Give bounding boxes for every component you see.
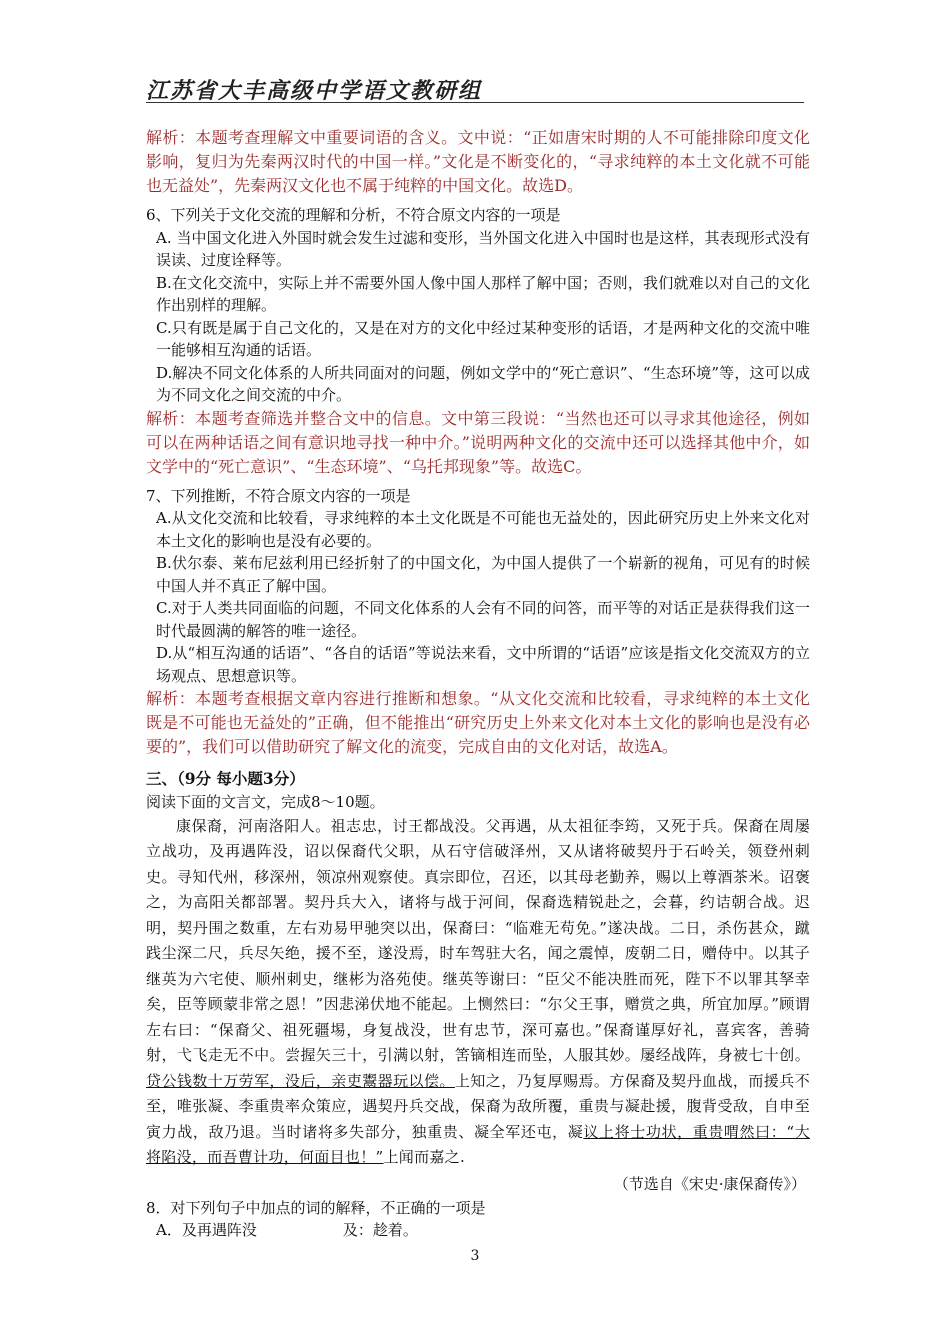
q7-stem: 7、下列推断，不符合原文内容的一项是 xyxy=(146,486,411,505)
q6-option-b: B.在文化交流中，实际上并不需要外国人像中国人那样了解中国；否则，我们就难以对自己的文化作出别样的理解。 xyxy=(156,273,810,314)
header-title: 江苏省大丰高级中学语文教研组 xyxy=(146,78,483,104)
analysis-q7: 解析：本题考查根据文章内容进行推断和想象。“从文化交流和比较看，寻求纯粹的本土文化既是不可能也无益处的”正确，但不能推出“研究历史上外来文化对本土文化的影响也是没有必要的”，我们可以借助研究了解文化的流变，完成自由的文化对话，故选A。 xyxy=(146,689,810,756)
q7-option-a: A.从文化交流和比较看，寻求纯粹的本土文化既是不可能也无益处的，因此研究历史上外来文化对本土文化的影响也是没有必要的。 xyxy=(156,509,810,550)
classical-passage xyxy=(146,814,810,1171)
q6-option-a: A. 当中国文化进入外国时就会发生过滤和变形，当外国文化进入中国时也是这样，其表现形式没有误读、过度诠释等。 xyxy=(156,228,810,269)
section3-intro: 阅读下面的文言文，完成8～10题。 xyxy=(146,793,385,811)
q6-option-c: C.只有既是属于自己文化的，又是在对方的文化中经过某种变形的话语，才是两种文化的交流中唯一能够相互沟通的话语。 xyxy=(156,318,810,359)
q6-option-d: D.解决不同文化体系的人所共同面对的问题，例如文学中的“死亡意识”、“生态环境”等，这可以成为不同文化之间交流的中介。 xyxy=(156,363,810,404)
q7-option-b: B.伏尔泰、莱布尼兹利用已经折射了的中国文化，为中国人提供了一个崭新的视角，可见有的时候中国人并不真正了解中国。 xyxy=(156,554,810,595)
passage-underline-2: 议上将士功状，重贵喟然曰：“大将陷没，而吾曹计功，何面目也！” xyxy=(146,1122,811,1166)
q8-option-a xyxy=(146,1219,810,1241)
page-content xyxy=(146,126,810,1241)
passage-text-1: 康保裔，河南洛阳人。祖志忠，讨王都战没。父再遇，从太祖征李筠，又死于兵。保裔在周屡立战功，及再遇阵没，诏以保裔代父职，从石守信破泽州，又从诸将破契丹于石岭关，领登州刺史。寻知代州，移深州，领凉州观察使。真宗即位，召还，以其母老勤养，赐以上尊酒茶米。诏褒之，为高阳关都部署。契丹兵大入，诸将与战于河间，保裔选精锐赴之，会暮，约诘朝合战。迟明，契丹围之数重，左右劝易甲驰突以出，保裔曰：“临难无苟免。”遂决战。二日，杀伤甚众，蹴践尘深二尺，兵尽矢绝，援不至，遂没焉，时车驾驻大名，闻之震悼，废朝二日，赠侍中。以其子继英为六宅使、顺州刺史，继彬为洛苑使。继英等谢曰：“臣父不能决胜而死，陛下不以罪其孥幸矣，臣等顾蒙非常之恩！”因悲涕伏地不能起。上恻然曰：“尔父王事，赠赏之典，所宜加厚。”顾谓左右曰：“保裔父、祖死疆埸，身复战没，世有忠节，深可嘉也。”保裔谨厚好礼，喜宾客，善骑射，弋飞走无不中。尝握矢三十，引满以射，筈镝相连而坠，人服其妙。屡经战阵，身被七十创。 xyxy=(146,816,810,1064)
section3-title: 三、（9分 每小题3分） xyxy=(146,769,305,788)
q8-stem: 8．对下列句子中加点的词的解释，不正确的一项是 xyxy=(146,1198,486,1217)
passage-text-3: 上闻而嘉之. xyxy=(383,1148,466,1166)
passage-source: （节选自《宋史·康保裔传》） xyxy=(613,1174,806,1193)
q8-option-a-gloss: 及：趁着。 xyxy=(342,1221,418,1239)
q7-option-c: C.对于人类共同面临的问题，不同文化体系的人会有不同的问答，而平等的对话正是获得我们这一时代最圆满的解答的唯一途径。 xyxy=(156,599,810,640)
q6-stem: 6、下列关于文化交流的理解和分析，不符合原文内容的一项是 xyxy=(146,206,561,224)
q7-option-d: D.从“相互沟通的话语”、“各自的话语”等说法来看，文中所谓的“话语”应该是指文化交流双方的立场观点、思想意识等。 xyxy=(156,644,810,685)
passage-text-2: 上知之，乃复厚赐焉。方保裔及契丹血战，而援兵不至，唯张凝、李重贵率众策应，遇契丹兵交战，保裔为敌所覆，重贵与凝赴援，腹背受敌，自申至寅力战，敌乃退。当时诸将多失部分，独重贵、凝全军还屯，凝 xyxy=(146,1071,810,1141)
analysis-q5: 解析：本题考查理解文中重要词语的含义。文中说：“正如唐宋时期的人不可能排除印度文化影响，复归为先秦两汉时代的中国一样。”文化是不断变化的，“寻求纯粹的本土文化就不可能也无益处”，先秦两汉文化也不属于纯粹的中国文化。故选D。 xyxy=(146,128,810,195)
header-rule xyxy=(146,102,804,103)
page-number: 3 xyxy=(470,1248,480,1264)
analysis-q6: 解析：本题考查筛选并整合文中的信息。文中第三段说：“当然也还可以寻求其他途径，例如可以在两种话语之间有意识地寻找一种中介。”说明两种文化的交流中还可以选择其他中介，如文学中的“死亡意识”、“生态环境”、“乌托邦现象”等。故选C。 xyxy=(146,408,810,476)
passage-underline-1: 贷公钱数十万劳军，没后，亲吏鬻器玩以偿。 xyxy=(146,1071,455,1090)
q8-option-a-sentence: A．及再遇阵没 xyxy=(156,1221,257,1239)
